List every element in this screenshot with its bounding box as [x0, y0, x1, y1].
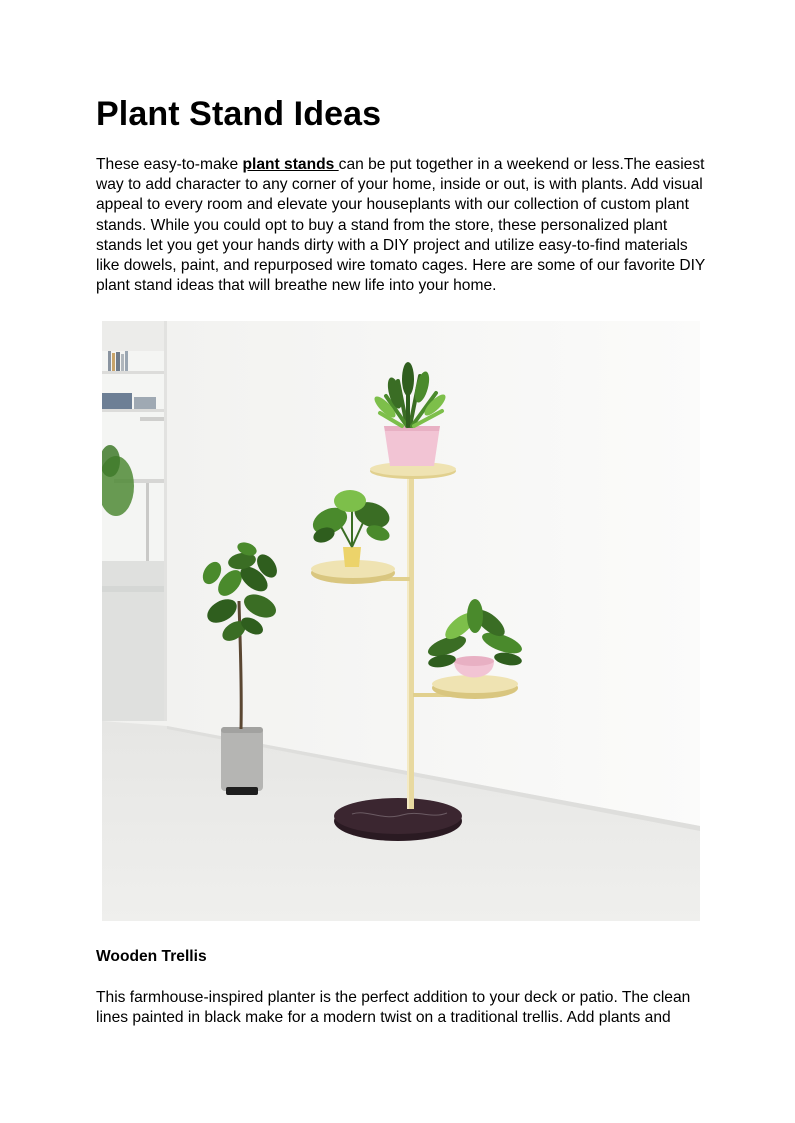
intro-paragraph [96, 155, 706, 296]
section-paragraph [96, 988, 706, 1028]
section-line: This farmhouse-inspired planter is the perfect addition to your deck or patio. The clean [96, 989, 691, 1006]
intro-line: stands. While you could opt to buy a stand from the store, these personalized plant [96, 216, 668, 234]
intro-text-before-link: These easy-to-make [96, 156, 243, 173]
intro-line: stands let you get your hands dirty with a DIY project and utilize easy-to-find materials [96, 236, 688, 254]
intro-line-1 [96, 155, 706, 175]
intro-text-after-link: can be put together in a weekend or less.The easiest [338, 156, 705, 173]
section-line: lines painted in black make for a modern twist on a traditional trellis. Add plants and [96, 1009, 671, 1027]
wall-edge [164, 321, 167, 721]
intro-line: like dowels, paint, and repurposed wire tomato cages. Here are some of our favorite DIY [96, 257, 706, 275]
intro-line: plant stand ideas that will breathe new life into your home. [96, 277, 497, 295]
background-room [102, 321, 166, 721]
intro-line: appeal to every room and elevate your houseplants with our collection of custom plant [96, 196, 689, 214]
section-heading: Wooden Trellis [96, 948, 207, 965]
plant-stand-photo [102, 321, 700, 921]
intro-line: way to add character to any corner of your home, inside or out, is with plants. Add visual [96, 176, 703, 194]
plant-stand-illustration [102, 321, 700, 921]
page-title: Plant Stand Ideas [96, 95, 382, 133]
plant-stands-link[interactable]: plant stands [242, 156, 339, 173]
